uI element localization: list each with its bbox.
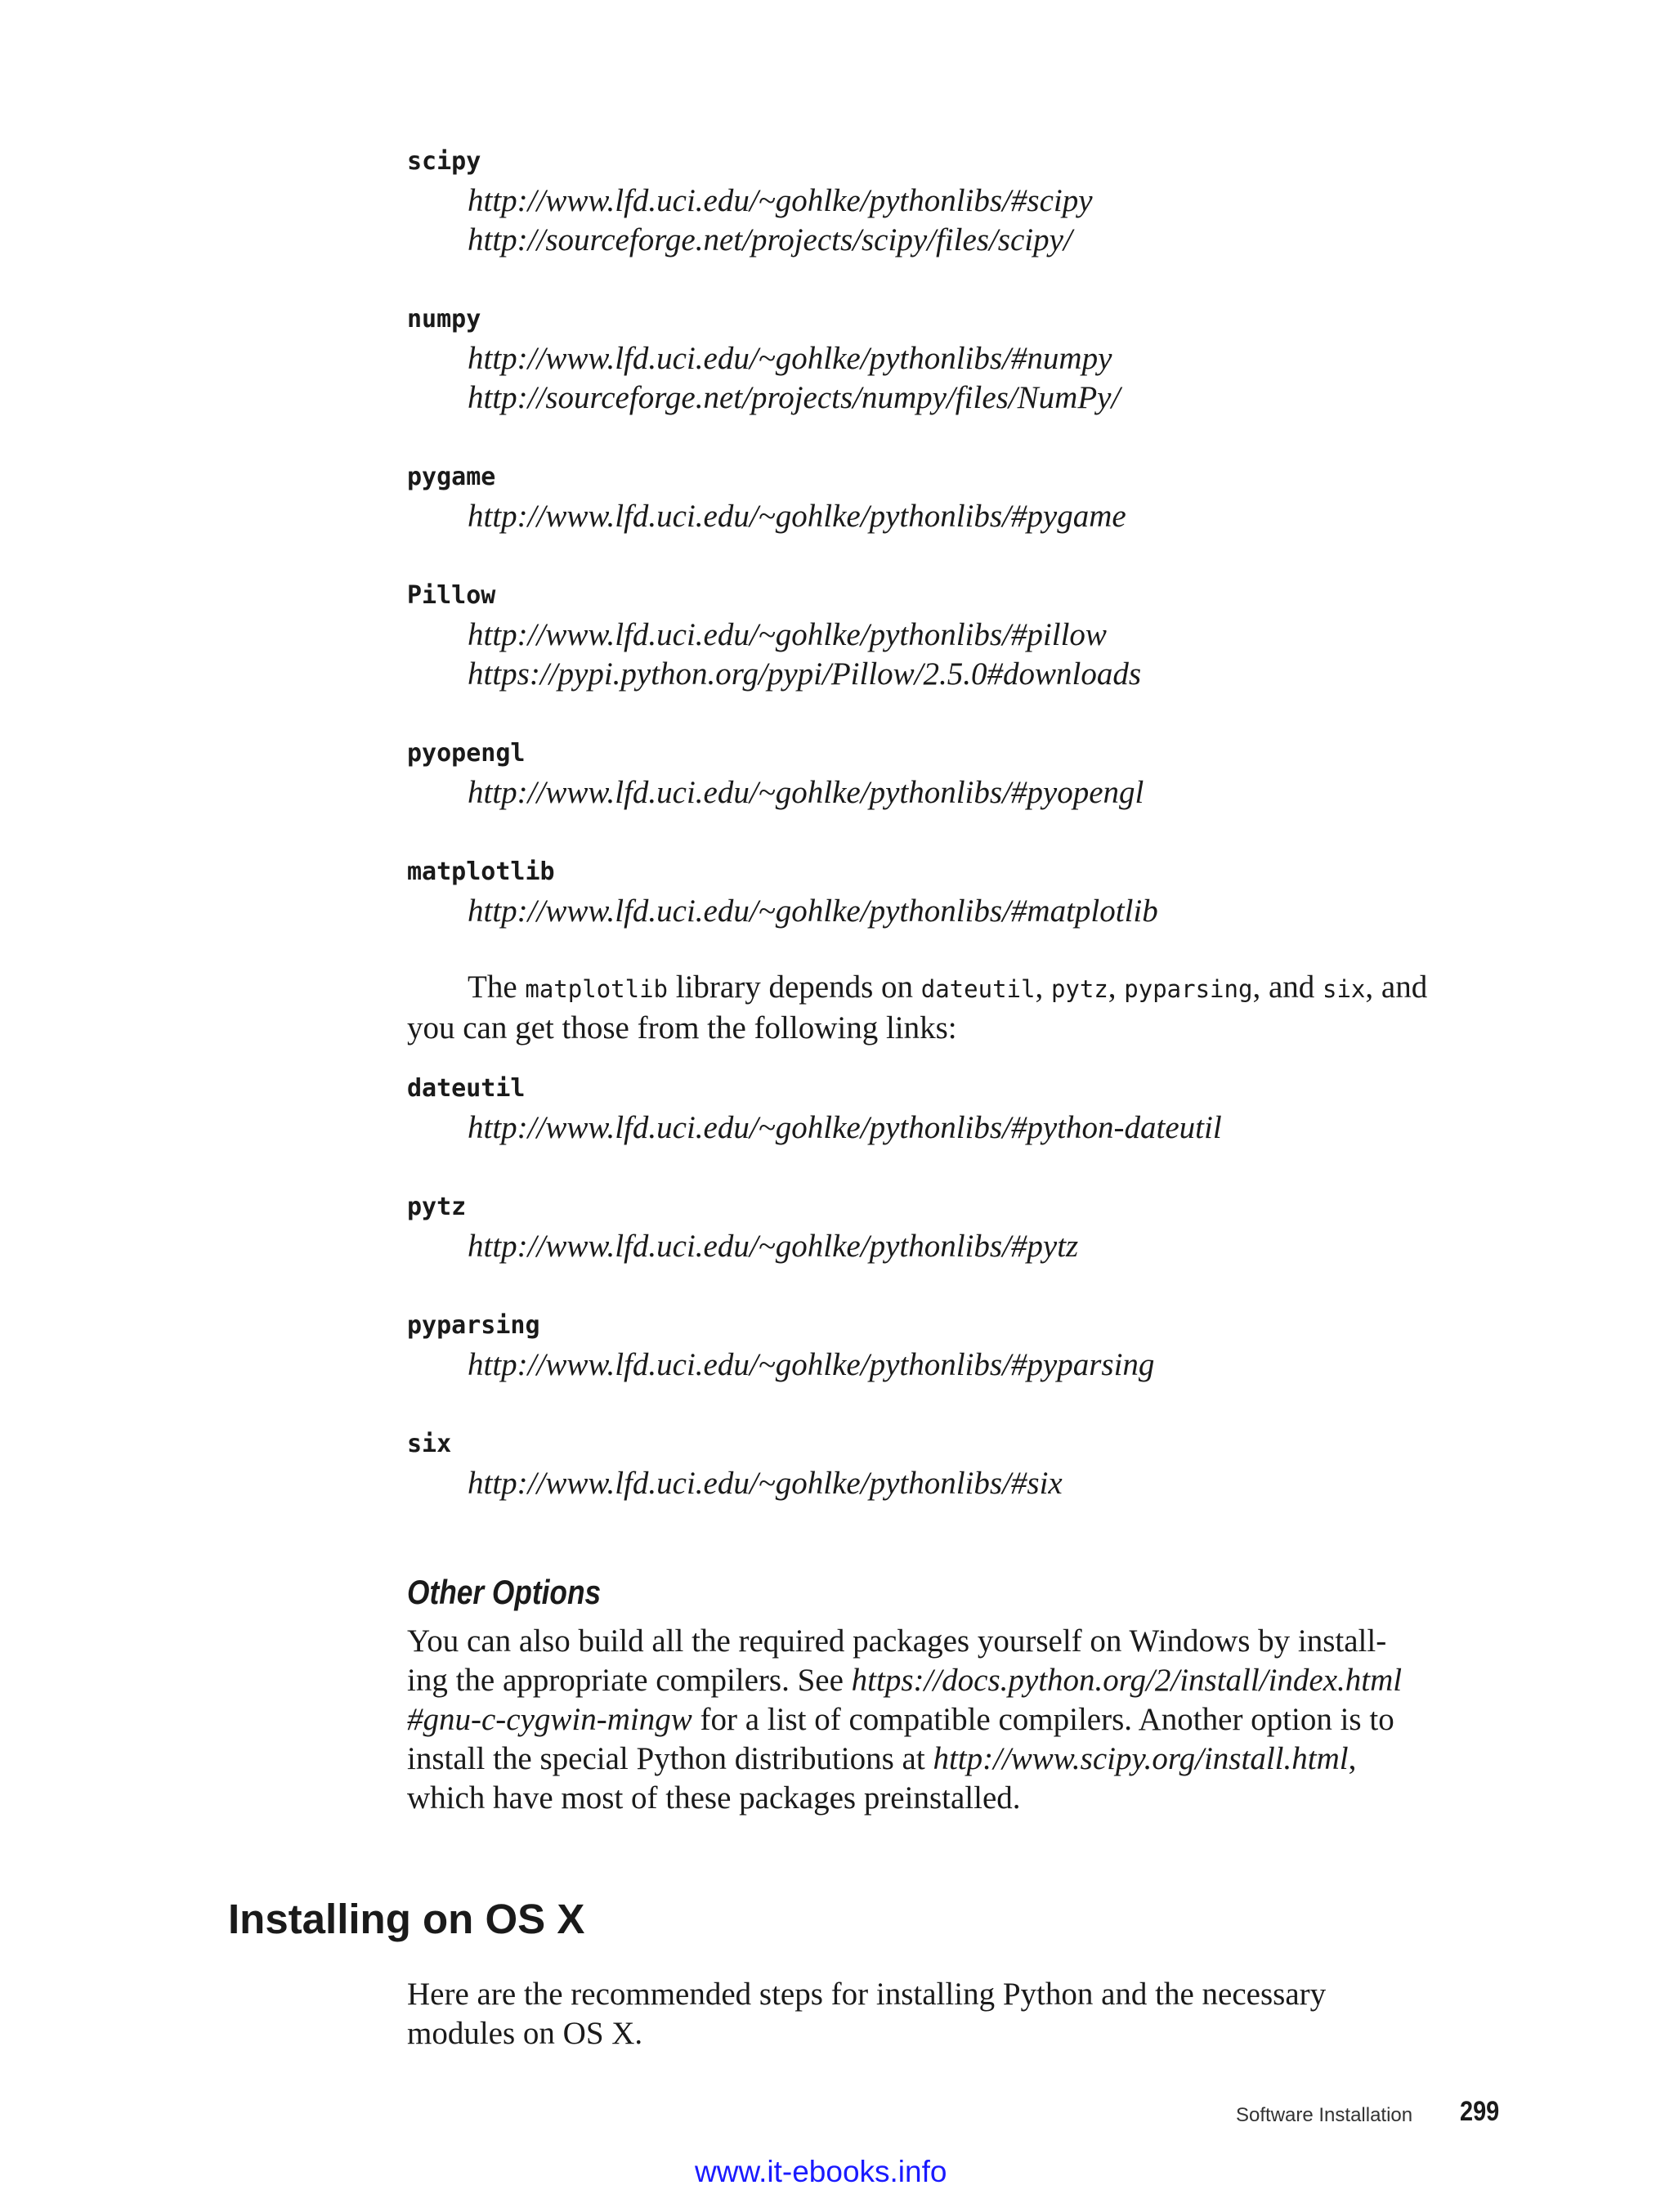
osx-intro-paragraph: Here are the recommended steps for installing Python and the necessary modules on OS X.: [407, 1977, 1327, 2051]
code-pyparsing: pyparsing: [1124, 975, 1253, 1003]
dependency-url-link[interactable]: http://www.lfd.uci.edu/~gohlke/pythonlibs/#six: [468, 1466, 1063, 1501]
docs-link-anchor[interactable]: #gnu-c-cygwin-mingw: [407, 1702, 692, 1737]
package-entry-scipy: [407, 142, 1519, 260]
section-heading: Installing on OS X: [228, 1896, 585, 1942]
package-entry-pygame: [407, 458, 1519, 536]
code-matplotlib: matplotlib: [525, 975, 668, 1003]
package-name: numpy: [407, 305, 481, 334]
code-six: six: [1323, 975, 1366, 1003]
dependency-entry-pyparsing: [407, 1306, 1519, 1385]
scipy-install-link[interactable]: http://www.scipy.org/install.html: [933, 1741, 1349, 1776]
dependency-entry-pytz: [407, 1188, 1519, 1266]
docs-link[interactable]: https://docs.python.org/2/install/index.html: [851, 1663, 1403, 1698]
package-url-link[interactable]: http://sourceforge.net/projects/numpy/files/NumPy/: [468, 380, 1121, 415]
dependency-name: six: [407, 1430, 452, 1458]
dependency-name: pyparsing: [407, 1311, 540, 1340]
dependency-note: The matplotlib library depends on dateutil, pytz, pyparsing, and six, and you can get those from the following links:: [407, 969, 1428, 1046]
page-number: 299: [1460, 2096, 1500, 2127]
code-pytz: pytz: [1050, 975, 1108, 1003]
package-name: pyopengl: [407, 739, 526, 768]
running-footer-title: Software Installation: [1236, 2104, 1413, 2126]
dependency-entry-six: [407, 1425, 1519, 1503]
dependency-url-link[interactable]: http://www.lfd.uci.edu/~gohlke/pythonlibs/#pyparsing: [468, 1347, 1155, 1382]
package-url-link[interactable]: http://sourceforge.net/projects/scipy/files/scipy/: [468, 222, 1072, 257]
package-url-link[interactable]: http://www.lfd.uci.edu/~gohlke/pythonlibs/#pygame: [468, 499, 1126, 534]
dependency-url-link[interactable]: http://www.lfd.uci.edu/~gohlke/pythonlibs/#python-dateutil: [468, 1110, 1222, 1145]
package-url-link[interactable]: http://www.lfd.uci.edu/~gohlke/pythonlibs/#pyopengl: [468, 775, 1144, 810]
package-url-link[interactable]: https://pypi.python.org/pypi/Pillow/2.5.0#downloads: [468, 656, 1142, 692]
package-name: pygame: [407, 463, 496, 491]
other-options-paragraph: You can also build all the required packages yourself on Windows by install- ing the appropriate compilers. See https://docs.python.org/2/install/index.html #gnu-c-cygwin-mingw for a list of compatible compilers. Another option is to install the special Python distributions at http://www.scipy.org/install.html, which have most of these packages preinstalled.: [407, 1623, 1403, 1816]
dependency-name: dateutil: [407, 1074, 526, 1103]
package-name: Pillow: [407, 581, 496, 610]
package-entry-pyopengl: [407, 734, 1519, 813]
dependency-entry-dateutil: [407, 1069, 1519, 1148]
package-name: scipy: [407, 147, 481, 176]
code-dateutil: dateutil: [920, 975, 1036, 1003]
package-name: matplotlib: [407, 857, 555, 886]
package-url-link[interactable]: http://www.lfd.uci.edu/~gohlke/pythonlibs/#matplotlib: [468, 893, 1158, 929]
package-url-link[interactable]: http://www.lfd.uci.edu/~gohlke/pythonlibs/#pillow: [468, 617, 1107, 652]
watermark-link[interactable]: www.it-ebooks.info: [695, 2155, 947, 2188]
dependency-url-link[interactable]: http://www.lfd.uci.edu/~gohlke/pythonlibs/#pytz: [468, 1229, 1079, 1264]
package-url-link[interactable]: http://www.lfd.uci.edu/~gohlke/pythonlibs/#numpy: [468, 341, 1112, 376]
package-entry-numpy: [407, 300, 1519, 418]
package-url-link[interactable]: http://www.lfd.uci.edu/~gohlke/pythonlibs/#scipy: [468, 183, 1093, 218]
dependency-name: pytz: [407, 1193, 467, 1221]
package-entry-pillow: [407, 576, 1519, 694]
package-entry-matplotlib: [407, 853, 1519, 931]
subsection-heading: Other Options: [407, 1573, 602, 1611]
